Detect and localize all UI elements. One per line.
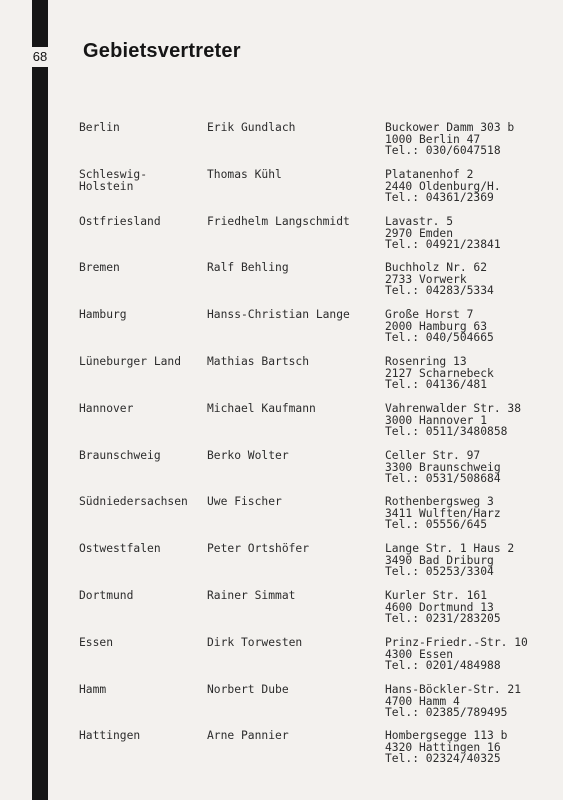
representative-name: Rainer Simmat bbox=[207, 589, 296, 602]
address-line: Platanenhof 2 bbox=[385, 168, 474, 181]
representative-name: Dirk Torwesten bbox=[207, 636, 303, 649]
address-line: Prinz-Friedr.-Str. 10 bbox=[385, 636, 528, 649]
region-label: Holstein bbox=[79, 180, 134, 193]
phone-number: Tel.: 04921/23841 bbox=[385, 238, 501, 251]
address-line: 4300 Essen bbox=[385, 648, 454, 661]
representative-name: Friedhelm Langschmidt bbox=[207, 215, 350, 228]
page-title: Gebietsvertreter bbox=[83, 40, 241, 62]
address-line: 2970 Emden bbox=[385, 227, 454, 240]
address-line: Hombergsegge 113 b bbox=[385, 729, 508, 742]
region-label: Hamburg bbox=[79, 308, 127, 321]
address-line: Celler Str. 97 bbox=[385, 449, 481, 462]
address-line: Buchholz Nr. 62 bbox=[385, 261, 488, 274]
phone-number: Tel.: 0531/508684 bbox=[385, 472, 501, 485]
address-line: 4700 Hamm 4 bbox=[385, 695, 460, 708]
region-label: Südniedersachsen bbox=[79, 495, 188, 508]
address-line: Hans-Böckler-Str. 21 bbox=[385, 683, 522, 696]
representative-entry bbox=[0, 730, 563, 792]
representative-name: Arne Pannier bbox=[207, 729, 289, 742]
region-label: Schleswig- bbox=[79, 168, 148, 181]
phone-number: Tel.: 0201/484988 bbox=[385, 659, 501, 672]
representative-name: Mathias Bartsch bbox=[207, 355, 310, 368]
address-line: Lavastr. 5 bbox=[385, 215, 454, 228]
address-line: 3000 Hannover 1 bbox=[385, 414, 488, 427]
region-label: Lüneburger Land bbox=[79, 355, 182, 368]
address-line: Rothenbergsweg 3 bbox=[385, 495, 494, 508]
address-line: Kurler Str. 161 bbox=[385, 589, 488, 602]
representative-name: Norbert Dube bbox=[207, 683, 289, 696]
region-label: Dortmund bbox=[79, 589, 134, 602]
page-number: 68 bbox=[32, 47, 48, 67]
region-label: Ostwestfalen bbox=[79, 542, 161, 555]
address-line: 3300 Braunschweig bbox=[385, 461, 501, 474]
representative-name: Peter Ortshöfer bbox=[207, 542, 310, 555]
address-line: 2733 Vorwerk bbox=[385, 273, 467, 286]
phone-number: Tel.: 02324/40325 bbox=[385, 752, 501, 765]
address-line: 2127 Scharnebeck bbox=[385, 367, 494, 380]
address-line: Buckower Damm 303 b bbox=[385, 121, 515, 134]
phone-number: Tel.: 05556/645 bbox=[385, 518, 488, 531]
address-line: Vahrenwalder Str. 38 bbox=[385, 402, 522, 415]
address-line: Große Horst 7 bbox=[385, 308, 474, 321]
region-label: Hamm bbox=[79, 683, 107, 696]
phone-number: Tel.: 04361/2369 bbox=[385, 191, 494, 204]
address-line: 1000 Berlin 47 bbox=[385, 133, 481, 146]
address-line: 3490 Bad Driburg bbox=[385, 554, 494, 567]
address-line: 2440 Oldenburg/H. bbox=[385, 180, 501, 193]
representative-name: Thomas Kühl bbox=[207, 168, 282, 181]
representative-name: Berko Wolter bbox=[207, 449, 289, 462]
phone-number: Tel.: 040/504665 bbox=[385, 331, 494, 344]
address-line: 3411 Wulften/Harz bbox=[385, 507, 501, 520]
address-line: 4320 Hattingen 16 bbox=[385, 741, 501, 754]
region-label: Hattingen bbox=[79, 729, 141, 742]
region-label: Hannover bbox=[79, 402, 134, 415]
phone-number: Tel.: 030/6047518 bbox=[385, 144, 501, 157]
phone-number: Tel.: 02385/789495 bbox=[385, 706, 508, 719]
region-label: Bremen bbox=[79, 261, 120, 274]
representative-name: Uwe Fischer bbox=[207, 495, 282, 508]
representative-name: Erik Gundlach bbox=[207, 121, 296, 134]
phone-number: Tel.: 0511/3480858 bbox=[385, 425, 508, 438]
phone-number: Tel.: 04136/481 bbox=[385, 378, 488, 391]
phone-number: Tel.: 05253/3304 bbox=[385, 565, 494, 578]
phone-number: Tel.: 0231/283205 bbox=[385, 612, 501, 625]
phone-number: Tel.: 04283/5334 bbox=[385, 284, 494, 297]
region-label: Ostfriesland bbox=[79, 215, 161, 228]
address-line: 4600 Dortmund 13 bbox=[385, 601, 494, 614]
region-label: Berlin bbox=[79, 121, 120, 134]
address-line: 2000 Hamburg 63 bbox=[385, 320, 488, 333]
address-line: Rosenring 13 bbox=[385, 355, 467, 368]
representative-name: Michael Kaufmann bbox=[207, 402, 316, 415]
representative-name: Hanss-Christian Lange bbox=[207, 308, 350, 321]
region-label: Braunschweig bbox=[79, 449, 161, 462]
representative-name: Ralf Behling bbox=[207, 261, 289, 274]
address-line: Lange Str. 1 Haus 2 bbox=[385, 542, 515, 555]
region-label: Essen bbox=[79, 636, 114, 649]
